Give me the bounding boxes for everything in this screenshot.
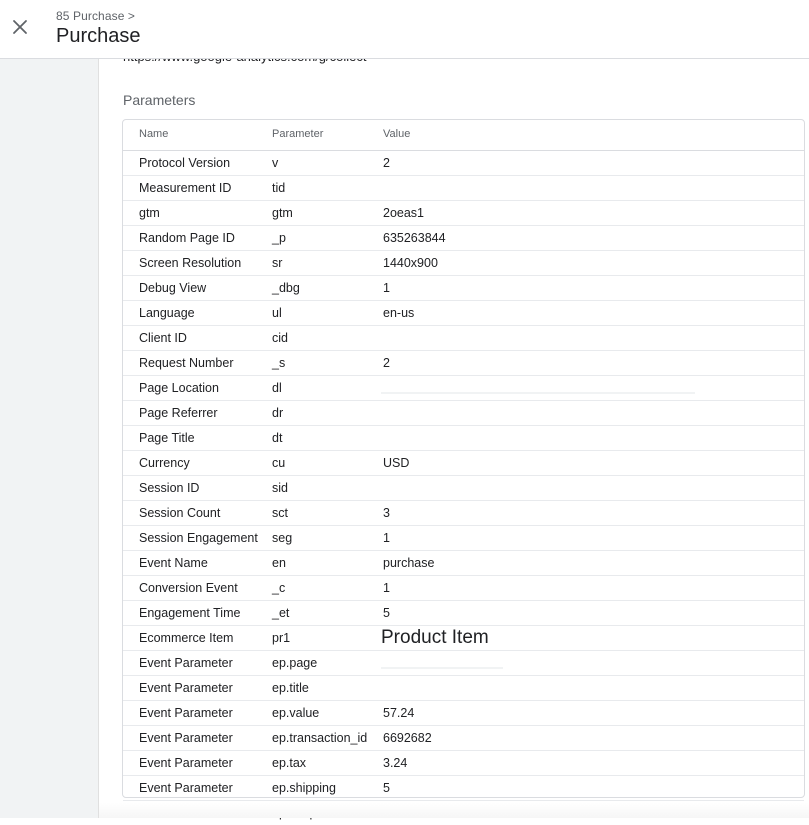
table-row (123, 526, 804, 551)
param-value: en-us (383, 306, 415, 320)
param-value: 5 (383, 606, 390, 620)
table-row (123, 151, 804, 176)
column-header-value: Value (383, 128, 411, 140)
table-row (123, 176, 804, 201)
table-row (123, 726, 804, 751)
param-key: ep.transaction_id (272, 731, 368, 745)
param-name: Event Name (139, 556, 208, 570)
param-value: 2 (383, 356, 390, 370)
param-name: gtm (139, 206, 160, 220)
table-row (123, 226, 804, 251)
param-value: 5 (383, 781, 390, 795)
param-key: v (272, 156, 279, 170)
param-value: 2oeas1 (383, 206, 425, 220)
table-header (123, 120, 804, 151)
param-name: Measurement ID (139, 181, 232, 195)
table-row (123, 776, 804, 801)
param-name: Event Parameter (139, 656, 233, 670)
close-button[interactable] (8, 15, 32, 39)
param-key: dr (272, 406, 284, 420)
param-name: Screen Resolution (139, 256, 242, 270)
table-row (123, 426, 804, 451)
param-value: 1 (383, 281, 390, 295)
param-key: ep.title (272, 681, 309, 695)
param-key: ep.shipping (272, 781, 336, 795)
table-row (123, 551, 804, 576)
table-row (123, 651, 804, 676)
param-value: Product Item (381, 627, 489, 648)
param-value: 3 (383, 506, 390, 520)
param-key: ep.value (272, 706, 320, 720)
param-value: 1440x900 (383, 256, 438, 270)
table-row (123, 701, 804, 726)
param-value: 57.24 (383, 706, 415, 720)
param-name: Page Referrer (139, 406, 218, 420)
param-name: Page Title (139, 431, 195, 445)
param-name: Event Parameter (139, 681, 233, 695)
param-key: dt (272, 431, 283, 445)
param-key: _dbg (272, 281, 300, 295)
param-name: Protocol Version (139, 156, 231, 170)
param-value: 1 (383, 581, 390, 595)
param-name: Event Parameter (139, 706, 233, 720)
param-name: Ecommerce Item (139, 631, 234, 645)
param-name: Currency (139, 456, 190, 470)
param-key: sct (272, 506, 288, 520)
param-name: Client ID (139, 331, 187, 345)
panel-header (0, 0, 809, 59)
left-gutter (0, 58, 99, 818)
table-row (123, 751, 804, 776)
table-row (123, 601, 804, 626)
param-name: Conversion Event (139, 581, 238, 595)
table-row (123, 376, 804, 401)
param-key: pr1 (272, 631, 291, 645)
param-key: tid (272, 181, 286, 195)
param-name: Session ID (139, 481, 200, 495)
param-name: Event Parameter (139, 731, 233, 745)
param-key: _p (272, 231, 286, 245)
table-row (123, 326, 804, 351)
table-row (123, 676, 804, 701)
param-key: ul (272, 306, 282, 320)
param-name: Event Parameter (139, 781, 233, 795)
param-name: Page Location (139, 381, 219, 395)
table-row (123, 451, 804, 476)
param-key: cid (272, 331, 288, 345)
table-row (123, 301, 804, 326)
table-row (123, 276, 804, 301)
column-header-parameter: Parameter (272, 128, 324, 140)
param-value: 6692682 (383, 731, 432, 745)
param-value: 1 (383, 531, 390, 545)
param-value: 635263844 (383, 231, 446, 245)
bottom-shade (99, 803, 809, 818)
param-name: Session Count (139, 506, 221, 520)
param-key: seg (272, 531, 293, 545)
param-name: Language (139, 306, 195, 320)
param-key: sid (272, 481, 288, 495)
param-name: Session Engagement (139, 531, 258, 545)
param-key: en (272, 556, 286, 570)
page-title: Purchase (56, 25, 141, 47)
param-value: 3.24 (383, 756, 408, 770)
parameters-section-title: Parameters (123, 92, 196, 108)
breadcrumb[interactable]: 85 Purchase > (56, 9, 136, 23)
table-row (123, 351, 804, 376)
param-key: _s (272, 356, 286, 370)
param-key: _c (272, 581, 286, 595)
param-value: USD (383, 456, 410, 470)
param-name: Debug View (139, 281, 207, 295)
table-row (123, 626, 804, 651)
param-key: _et (272, 606, 290, 620)
param-value: 2 (383, 156, 390, 170)
param-name: Random Page ID (139, 231, 235, 245)
param-key: cu (272, 456, 286, 470)
table-row (123, 501, 804, 526)
table-row (123, 401, 804, 426)
redacted-value (381, 667, 503, 669)
param-name: Engagement Time (139, 606, 241, 620)
table-body (123, 151, 804, 825)
column-header-name: Name (139, 128, 169, 140)
param-key: dl (272, 381, 282, 395)
close-icon (12, 19, 28, 35)
parameters-table (122, 119, 805, 798)
details-panel (99, 58, 809, 818)
table-row (123, 201, 804, 226)
param-name: Event Parameter (139, 756, 233, 770)
redacted-value (381, 392, 695, 394)
table-row (123, 251, 804, 276)
param-key: sr (272, 256, 283, 270)
param-key: ep.page (272, 656, 318, 670)
param-key: gtm (272, 206, 293, 220)
param-value: purchase (383, 556, 435, 570)
table-row (123, 476, 804, 501)
table-row (123, 576, 804, 601)
param-key: ep.tax (272, 756, 307, 770)
param-name: Request Number (139, 356, 234, 370)
